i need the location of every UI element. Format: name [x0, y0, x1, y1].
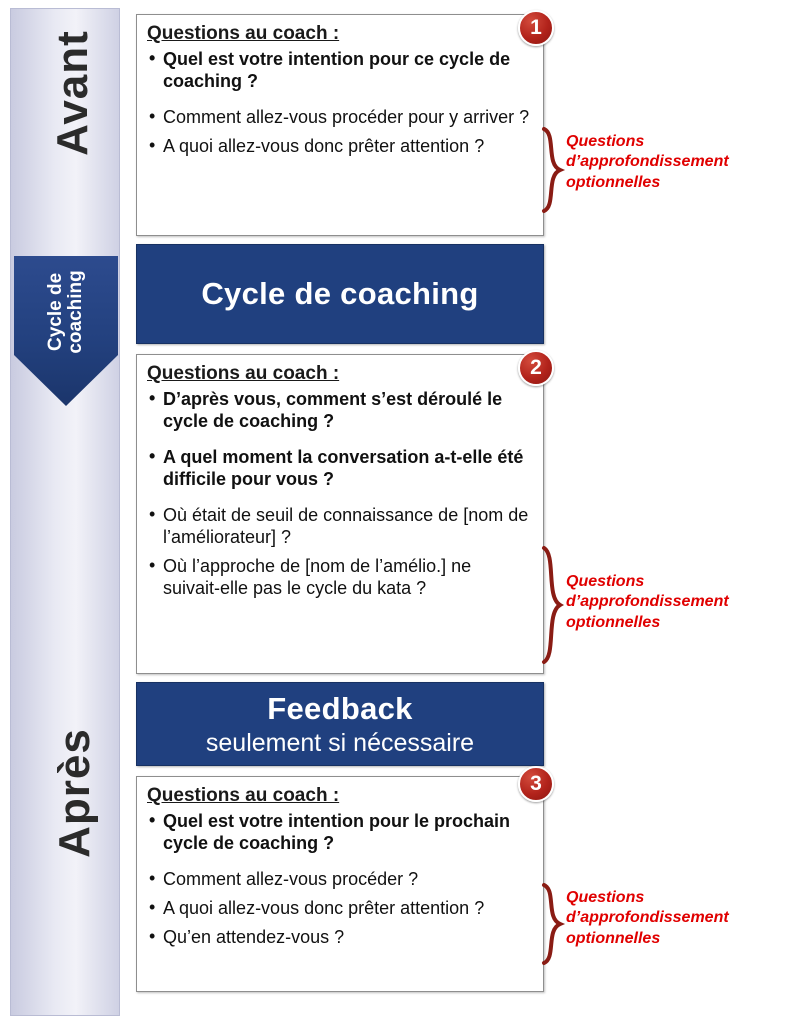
feedback-banner [136, 682, 544, 766]
cycle-chevron-label-line1: Cycle de [45, 272, 67, 352]
phase-band [10, 8, 120, 1016]
question-box-3-title: Questions au coach : [147, 785, 340, 806]
question-box-1[interactable] [136, 14, 544, 236]
list-item: • Comment allez-vous procéder pour y arriver ? [147, 107, 533, 129]
step-badge-1: 1 [518, 10, 554, 46]
annotation-2: Questions d’approfondissement optionnelles [566, 573, 729, 631]
list-item: • Comment allez-vous procéder ? [147, 869, 533, 891]
step-badge-3: 3 [518, 766, 554, 802]
brace-3-icon [540, 882, 566, 966]
list-item: • A quoi allez-vous donc prêter attention ? [147, 898, 533, 920]
list-item: • A quoi allez-vous donc prêter attention ? [147, 136, 533, 158]
phase-label-after [10, 728, 120, 968]
question-box-3-list [137, 811, 543, 964]
question-box-1-list [137, 49, 543, 173]
phase-label-after-text: Après [49, 728, 99, 858]
phase-label-before [10, 30, 120, 248]
question-box-2-title: Questions au coach : [147, 363, 340, 384]
list-item: • Quel est votre intention pour le prochain cycle de coaching ? [147, 811, 533, 855]
list-item: • Quel est votre intention pour ce cycle de coaching ? [147, 49, 533, 93]
list-item: • A quel moment la conversation a-t-elle été difficile pour vous ? [147, 447, 533, 491]
annotation-1: Questions d’approfondissement optionnelles [566, 133, 729, 191]
annotation-3: Questions d’approfondissement optionnelles [566, 889, 729, 947]
feedback-banner-subtitle: seulement si nécessaire [205, 728, 475, 757]
cycle-banner-title: Cycle de coaching [201, 276, 479, 311]
list-item: • Où était de seuil de connaissance de [nom de l’améliorateur] ? [147, 505, 533, 549]
feedback-banner-title: Feedback [267, 690, 413, 726]
question-box-1-title: Questions au coach : [147, 23, 340, 44]
cycle-banner [136, 244, 544, 344]
list-item: • D’après vous, comment s’est déroulé le cycle de coaching ? [147, 389, 533, 433]
step-badge-2: 2 [518, 350, 554, 386]
question-box-3[interactable] [136, 776, 544, 992]
list-item: • Où l’approche de [nom de l’amélio.] ne suivait-elle pas le cycle du kata ? [147, 556, 533, 600]
question-box-2[interactable] [136, 354, 544, 674]
phase-label-before-text: Avant [47, 30, 97, 156]
brace-1-icon [540, 126, 566, 214]
question-box-2-list [137, 389, 543, 615]
brace-2-icon [540, 545, 566, 665]
cycle-chevron-label-line2: coaching [65, 270, 86, 354]
cycle-chevron [14, 256, 118, 406]
list-item: • Qu’en attendez-vous ? [147, 927, 533, 949]
cycle-chevron-label [14, 256, 118, 368]
